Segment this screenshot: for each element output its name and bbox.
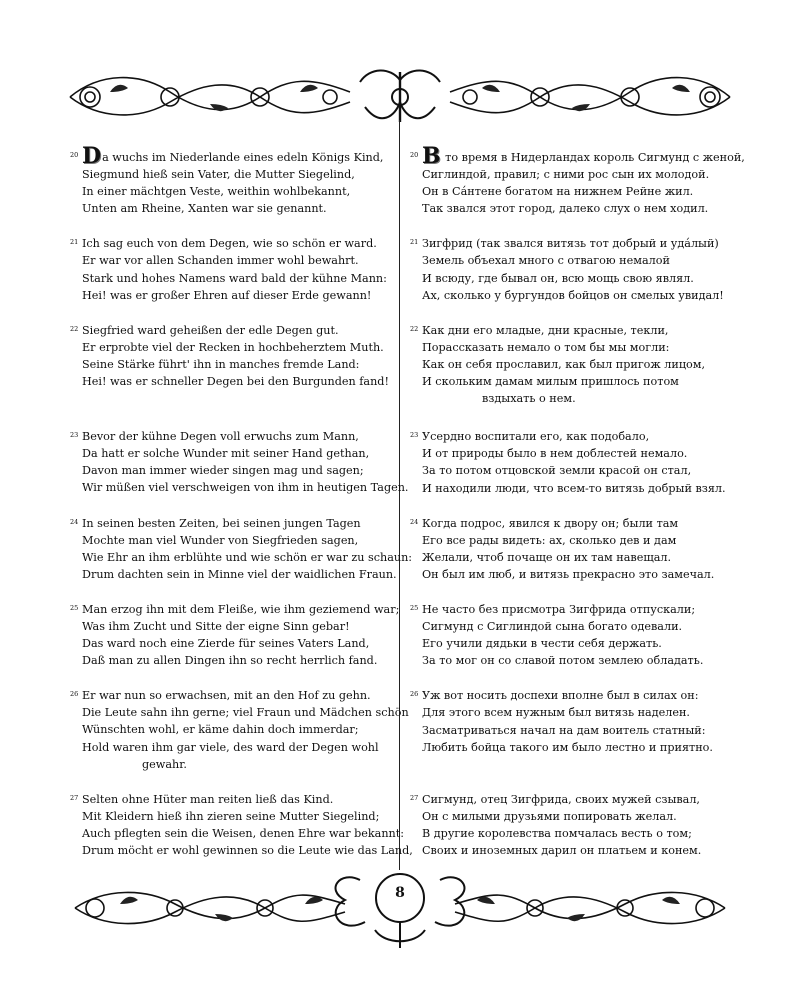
verse-line: Hold waren ihm gar viele, des ward der Degen wohl	[82, 740, 379, 754]
verse-line: Unten am Rheine, Xanten war sie genannt.	[82, 202, 327, 216]
stanza-ru-24	[410, 515, 740, 583]
verse-line: Wie Ehr an ihm erblühte und wie schön er war zu schaun:	[82, 550, 413, 564]
verse-line: Was ihm Zucht und Sitte der eigne Sinn gebar!	[82, 619, 350, 633]
stanza-ru-21	[410, 235, 740, 303]
stanza-number: 26	[70, 690, 79, 699]
verse-line: И находили люди, что всем-то витязь добрый взял.	[422, 481, 726, 495]
verse-line: Wir müßen viel verschweigen von ihm in heutigen Tagen.	[82, 481, 409, 495]
stanza-de-22	[70, 322, 400, 390]
verse-line: Bevor der kühne Degen voll erwuchs zum Mann,	[82, 430, 359, 444]
verse-line: Для этого всем нужным был витязь наделен.	[422, 706, 690, 720]
verse-line: Er war vor allen Schanden immer wohl bewahrt.	[82, 254, 359, 268]
verse-line: Как он себя прославил, как был пригож лицом,	[422, 357, 706, 371]
verse-line: Сигмунд с Сиглиндой сына богато одевали.	[422, 620, 683, 634]
stanza-de-21	[70, 235, 400, 303]
verse-line: Как дни его младые, дни красные, текли,	[422, 323, 669, 337]
verse-line: Ах, сколько у бургундов бойцов он смелых увидал!	[422, 288, 724, 302]
verse-line: Davon man immer wieder singen mag und sagen;	[82, 464, 364, 478]
stanza-number: 24	[410, 517, 419, 526]
german-column	[70, 143, 413, 859]
verse-line: Усердно воспитали его, как подобало,	[422, 430, 650, 444]
stanza-number: 20	[410, 151, 419, 159]
verse-line: Mochte man viel Wunder von Siegfrieden sagen,	[82, 533, 359, 547]
verse-line: Mit Kleidern hieß ihn zieren seine Mutter Siegelind;	[82, 809, 380, 823]
stanza-number: 26	[410, 690, 419, 699]
verse-line: Земель объехал много с отвагою немалой	[422, 254, 670, 268]
stanza-de-25	[70, 601, 400, 669]
verse-line: In einer mächtgen Veste, weithin wohlbekannt,	[82, 185, 351, 199]
verse-line: За то мог он со славой потом землею обладать.	[422, 654, 704, 668]
stanza-ru-20	[410, 143, 745, 217]
verse-line: Auch pflegten sein die Weisen, denen Ehre war bekannt:	[82, 826, 405, 840]
verse-line: a wuchs im Niederlande eines edeln Königs Kind,	[102, 151, 384, 164]
verse-line: Желали, чтоб почаще он их там навещал.	[422, 550, 672, 564]
verse-line: Он в Сáнтене богатом на нижнем Рейне жил.	[422, 185, 694, 199]
verse-line: Не часто без присмотра Зигфрида отпускали;	[422, 602, 696, 616]
stanza-number: 21	[70, 238, 79, 247]
verse-line: Da hatt er solche Wunder mit seiner Hand gethan,	[82, 447, 370, 461]
verse-line: Засматриваться начал на дам воитель статный:	[422, 723, 706, 737]
verse-line: Siegfried ward geheißen der edle Degen gut.	[82, 323, 339, 337]
verse-line: Сигмунд, отец Зигфрида, своих мужей сзывал,	[422, 792, 700, 806]
verse-line: Die Leute sahn ihn gerne; viel Fraun und Mädchen schön	[82, 706, 409, 720]
verse-line: Так звался этот город, далеко слух о нем ходил.	[422, 202, 709, 216]
verse-line: Drum dachten sein in Minne viel der waidlichen Fraun.	[82, 567, 397, 581]
stanza-number: 23	[410, 431, 419, 440]
page-number: 8	[395, 885, 405, 901]
verse-line: Его учили дядьки в чести себя держать.	[422, 637, 662, 651]
verse-line: Er erprobte viel der Recken in hochbeherztem Muth.	[82, 340, 384, 354]
verse-line: Siegmund hieß sein Vater, die Mutter Siegelind,	[82, 168, 355, 182]
verse-line: Drum möcht er wohl gewinnen so die Leute wie das Land,	[82, 844, 413, 857]
verse-line: Seine Stärke führt' ihn in manches fremde Land:	[82, 357, 360, 371]
stanza-number: 20	[70, 151, 79, 159]
stanza-ru-26	[410, 687, 740, 755]
verse-line: Своих и иноземных дарил он платьем и конем.	[422, 844, 702, 857]
stanza-number: 23	[70, 431, 79, 440]
bottom-ornament	[60, 860, 740, 950]
verse-line: В другие королевства помчалась весть о том;	[422, 826, 692, 840]
stanza-de-26	[70, 687, 409, 772]
verse-line: Stark und hohes Namens ward bald der kühne Mann:	[82, 271, 387, 285]
verse-line: Wünschten wohl, er käme dahin doch immerdar;	[82, 723, 359, 737]
verse-line: Selten ohne Hüter man reiten ließ das Kind.	[82, 792, 334, 806]
verse-line: вздыхать о нем.	[482, 392, 576, 406]
verse-line: Das ward noch eine Zierde für seines Vaters Land,	[82, 637, 370, 651]
stanza-de-27	[70, 791, 413, 859]
stanza-number: 25	[70, 603, 79, 612]
verse-line: Ich sag euch von dem Degen, wie so schön er ward.	[82, 237, 377, 251]
verse-line: Его все рады видеть: ах, сколько дев и дам	[422, 533, 677, 547]
stanza-de-20	[70, 143, 400, 217]
verse-line: Hei! was er großer Ehren auf dieser Erde gewann!	[82, 288, 372, 302]
verse-line: Сиглиндой, правил; с ними рос сын их молодой.	[422, 168, 710, 182]
verse-line: Er war nun so erwachsen, mit an den Hof zu gehn.	[82, 689, 371, 703]
russian-column	[410, 143, 745, 859]
verse-line: то время в Нидерландах король Сигмунд с женой,	[445, 151, 745, 164]
verse-line: Man erzog ihn mit dem Fleiße, wie ihm geziemend war;	[82, 602, 400, 616]
stanza-de-24	[70, 515, 413, 583]
verse-line: Он был им люб, и витязь прекрасно это замечал.	[422, 567, 715, 581]
stanza-number: 24	[70, 517, 79, 526]
verse-line: Любить бойца такого им было лестно и приятно.	[422, 740, 713, 754]
stanza-number: 22	[410, 324, 419, 333]
verse-line: gewahr.	[142, 757, 187, 771]
stanza-number: 27	[410, 793, 419, 802]
stanza-number: 21	[410, 238, 419, 247]
verse-line: Уж вот носить доспехи вполне был в силах он:	[422, 689, 699, 703]
stanza-ru-25	[410, 601, 740, 669]
verse-line: Порассказать немало о том бы мы могли:	[422, 340, 670, 354]
verse-line: И скольким дамам милым пришлось потом	[422, 375, 679, 389]
stanza-ru-27	[410, 791, 740, 859]
verse-line: Он с милыми друзьями попировать желал.	[422, 809, 677, 823]
verse-line: In seinen besten Zeiten, bei seinen jungen Tagen	[82, 516, 361, 530]
verse-line: Daß man zu allen Dingen ihn so recht herrlich fand.	[82, 654, 378, 668]
drop-cap-initial: D	[82, 143, 102, 169]
verse-line: Hei! was er schneller Degen bei den Burgunden fand!	[82, 375, 389, 389]
verse-line: За то потом отцовской земли красой он стал,	[422, 464, 692, 478]
stanza-number: 22	[70, 324, 79, 333]
stanza-ru-23	[410, 428, 740, 496]
stanza-ru-22	[410, 322, 740, 407]
drop-cap-initial: В	[422, 143, 441, 169]
stanza-number: 25	[410, 603, 419, 612]
verse-line: Зигфрид (так звался витязь тот добрый и удáлый)	[422, 237, 719, 251]
verse-line: И от природы было в нем доблестей немало.	[422, 447, 688, 461]
top-ornament	[60, 62, 740, 132]
stanza-number: 27	[70, 793, 79, 802]
verse-line: И всюду, где бывал он, всю мощь свою являл.	[422, 271, 694, 285]
verse-line: Когда подрос, явился к двору он; были там	[422, 516, 679, 530]
stanza-de-23	[70, 428, 409, 496]
